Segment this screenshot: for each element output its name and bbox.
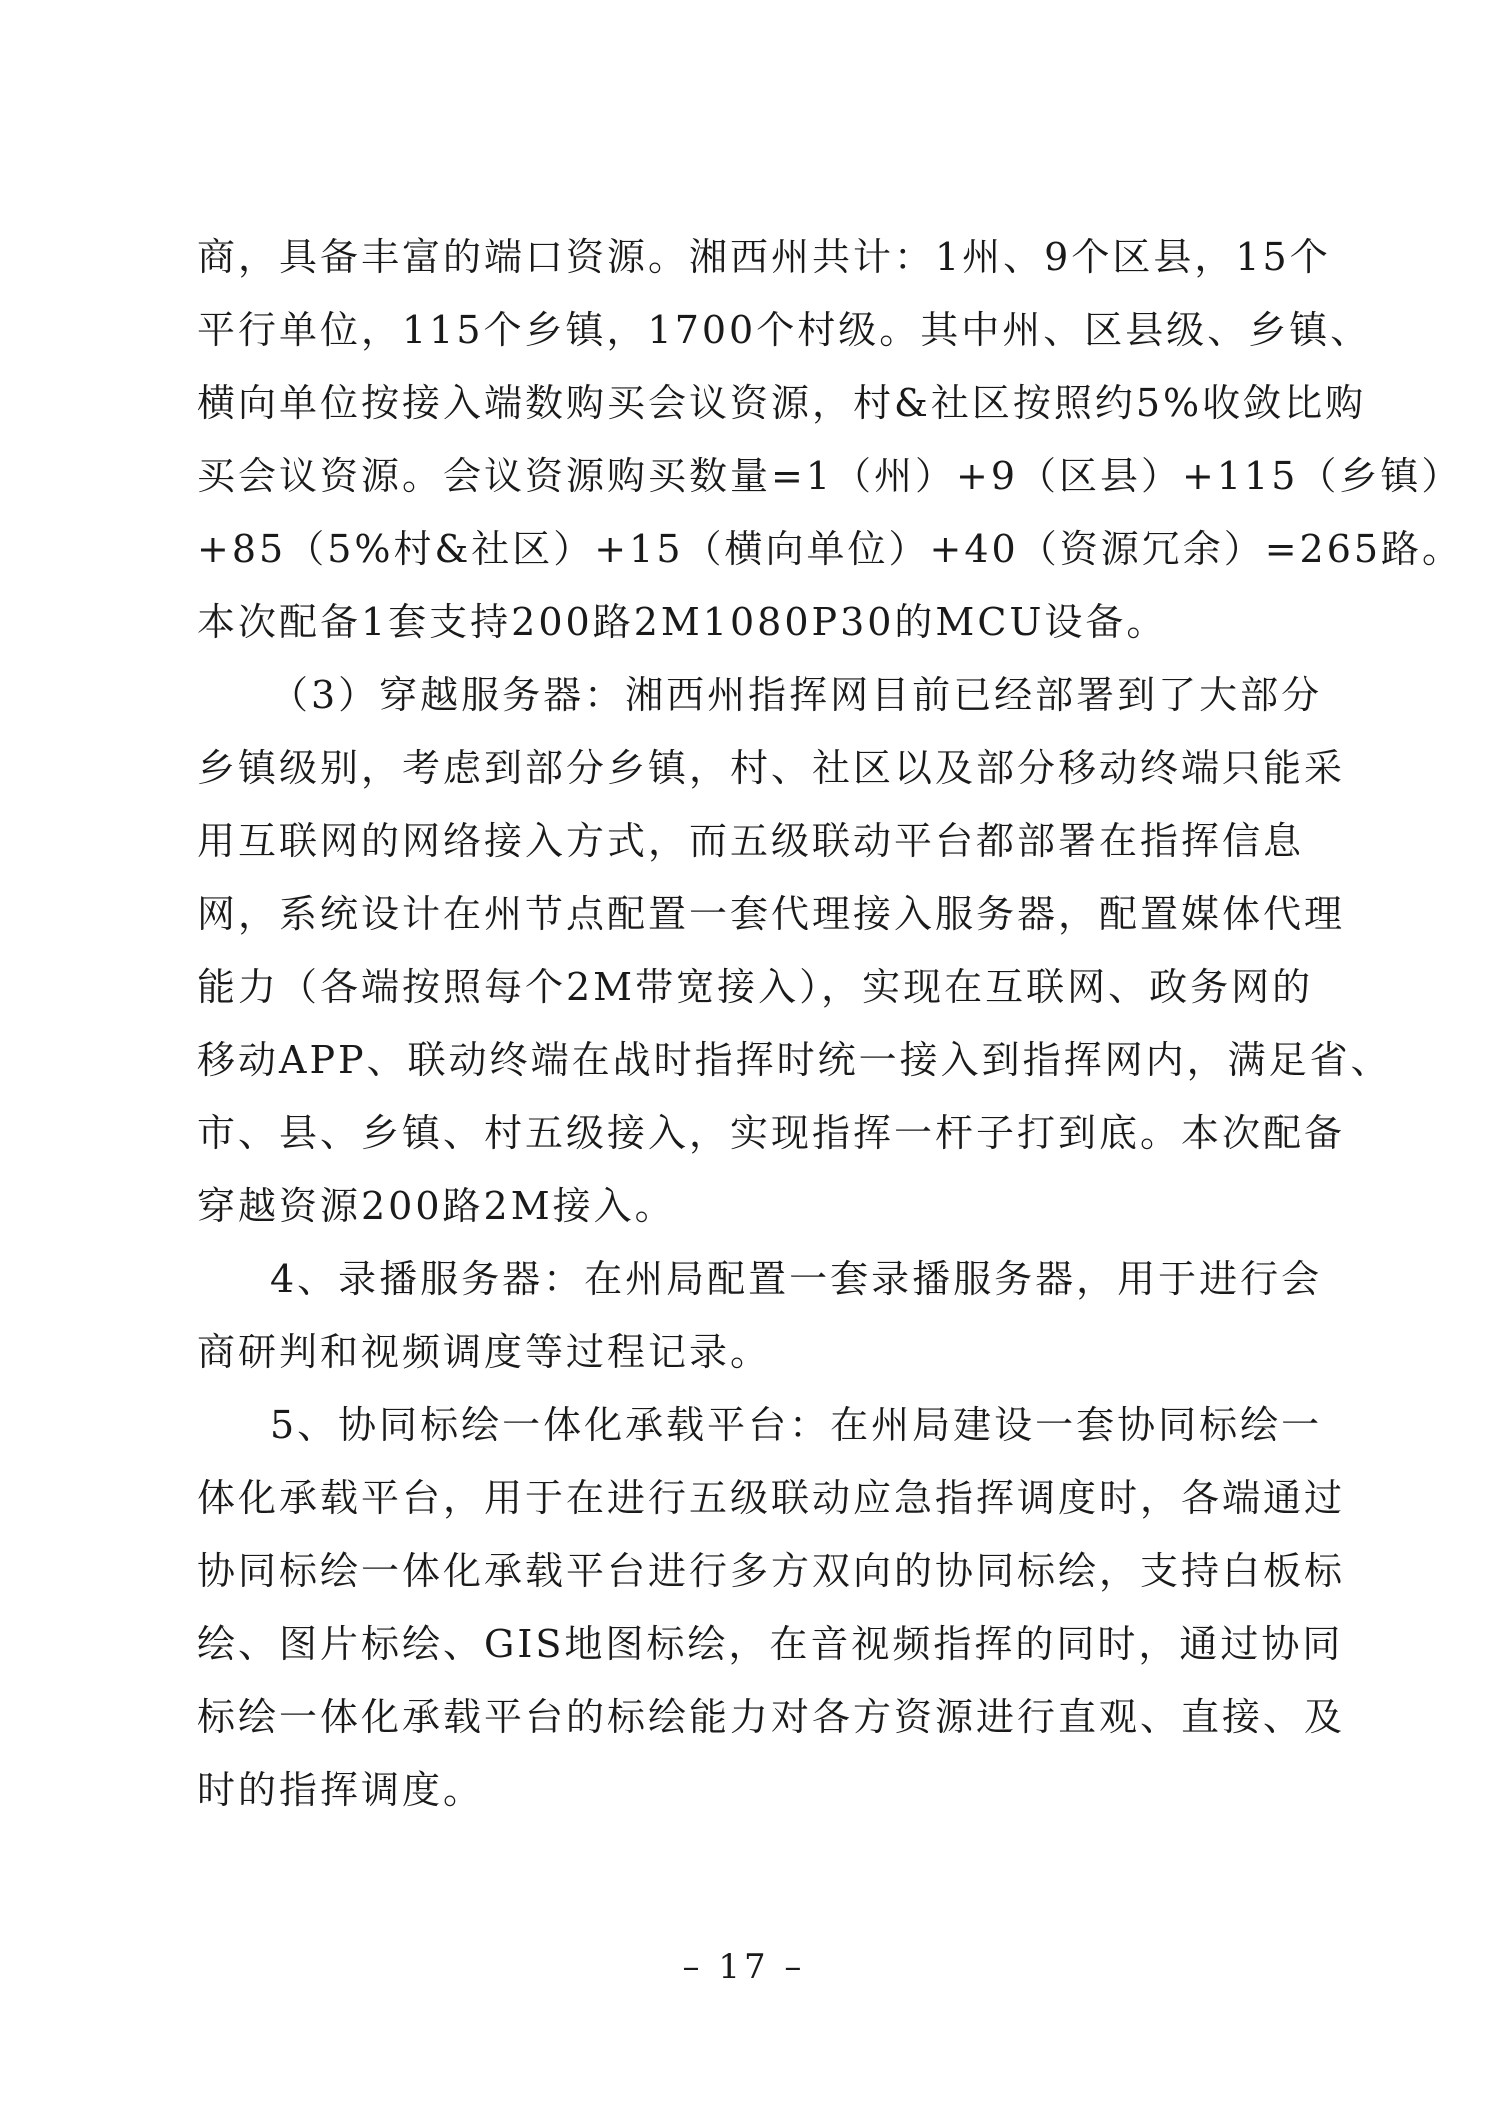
text-line: [0, 378, 1488, 428]
line-text: 能力（各端按照每个2M带宽接入），实现在互联网、政务网的: [197, 965, 1314, 1009]
text-line: [0, 1327, 1488, 1377]
line-text: 网，系统设计在州节点配置一套代理接入服务器，配置媒体代理: [197, 892, 1346, 936]
text-line: [0, 1108, 1488, 1158]
line-text: 买会议资源。会议资源购买数量=1（州）+9（区县）+115（乡镇）: [197, 454, 1463, 498]
line-text: 穿越资源200路2M接入。: [197, 1184, 676, 1228]
line-text: 移动APP、联动终端在战时指挥时统一接入到指挥网内，满足省、: [197, 1038, 1392, 1082]
text-line: [0, 1619, 1488, 1669]
line-text: 平行单位，115个乡镇，1700个村级。其中州、区县级、乡镇、: [197, 308, 1372, 352]
text-line: [0, 670, 1488, 720]
page-number: – 17 –: [682, 1947, 806, 1987]
text-line: [0, 1765, 1488, 1815]
line-text: 绘、图片标绘、GIS地图标绘，在音视频指挥的同时，通过协同: [197, 1622, 1344, 1666]
text-line: [0, 743, 1488, 793]
line-text: 4、录播服务器：在州局配置一套录播服务器，用于进行会: [270, 1257, 1323, 1301]
line-text: 时的指挥调度。: [197, 1768, 485, 1812]
line-text: 体化承载平台，用于在进行五级联动应急指挥调度时，各端通过: [197, 1476, 1346, 1520]
text-line: [0, 1473, 1488, 1523]
line-text: 标绘一体化承载平台的标绘能力对各方资源进行直观、直接、及: [197, 1695, 1346, 1739]
line-text: （3）穿越服务器：湘西州指挥网目前已经部署到了大部分: [270, 673, 1323, 717]
line-text: 本次配备1套支持200路2M1080P30的MCU设备。: [197, 600, 1168, 644]
text-line: [0, 597, 1488, 647]
text-line: [0, 1254, 1488, 1304]
text-line: [0, 962, 1488, 1012]
text-line: [0, 1692, 1488, 1742]
line-text: 市、县、乡镇、村五级接入，实现指挥一杆子打到底。本次配备: [197, 1111, 1346, 1155]
text-line: [0, 816, 1488, 866]
line-text: 乡镇级别，考虑到部分乡镇，村、社区以及部分移动终端只能采: [197, 746, 1346, 790]
text-line: [0, 232, 1488, 282]
line-text: +85（5%村&社区）+15（横向单位）+40（资源冗余）=265路。: [197, 527, 1464, 571]
text-line: [0, 1546, 1488, 1596]
text-line: [0, 451, 1488, 501]
line-text: 商研判和视频调度等过程记录。: [197, 1330, 772, 1374]
text-line: [0, 1400, 1488, 1450]
text-line: [0, 305, 1488, 355]
line-text: 5、协同标绘一体化承载平台：在州局建设一套协同标绘一: [270, 1403, 1323, 1447]
line-text: 商，具备丰富的端口资源。湘西州共计：1州、9个区县，15个: [197, 235, 1331, 279]
text-line: [0, 889, 1488, 939]
text-line: [0, 1181, 1488, 1231]
line-text: 横向单位按接入端数购买会议资源，村&社区按照约5%收敛比购: [197, 381, 1367, 425]
line-text: 协同标绘一体化承载平台进行多方双向的协同标绘，支持白板标: [197, 1549, 1346, 1593]
line-text: 用互联网的网络接入方式，而五级联动平台都部署在指挥信息: [197, 819, 1305, 863]
text-line: [0, 524, 1488, 574]
text-line: [0, 1035, 1488, 1085]
